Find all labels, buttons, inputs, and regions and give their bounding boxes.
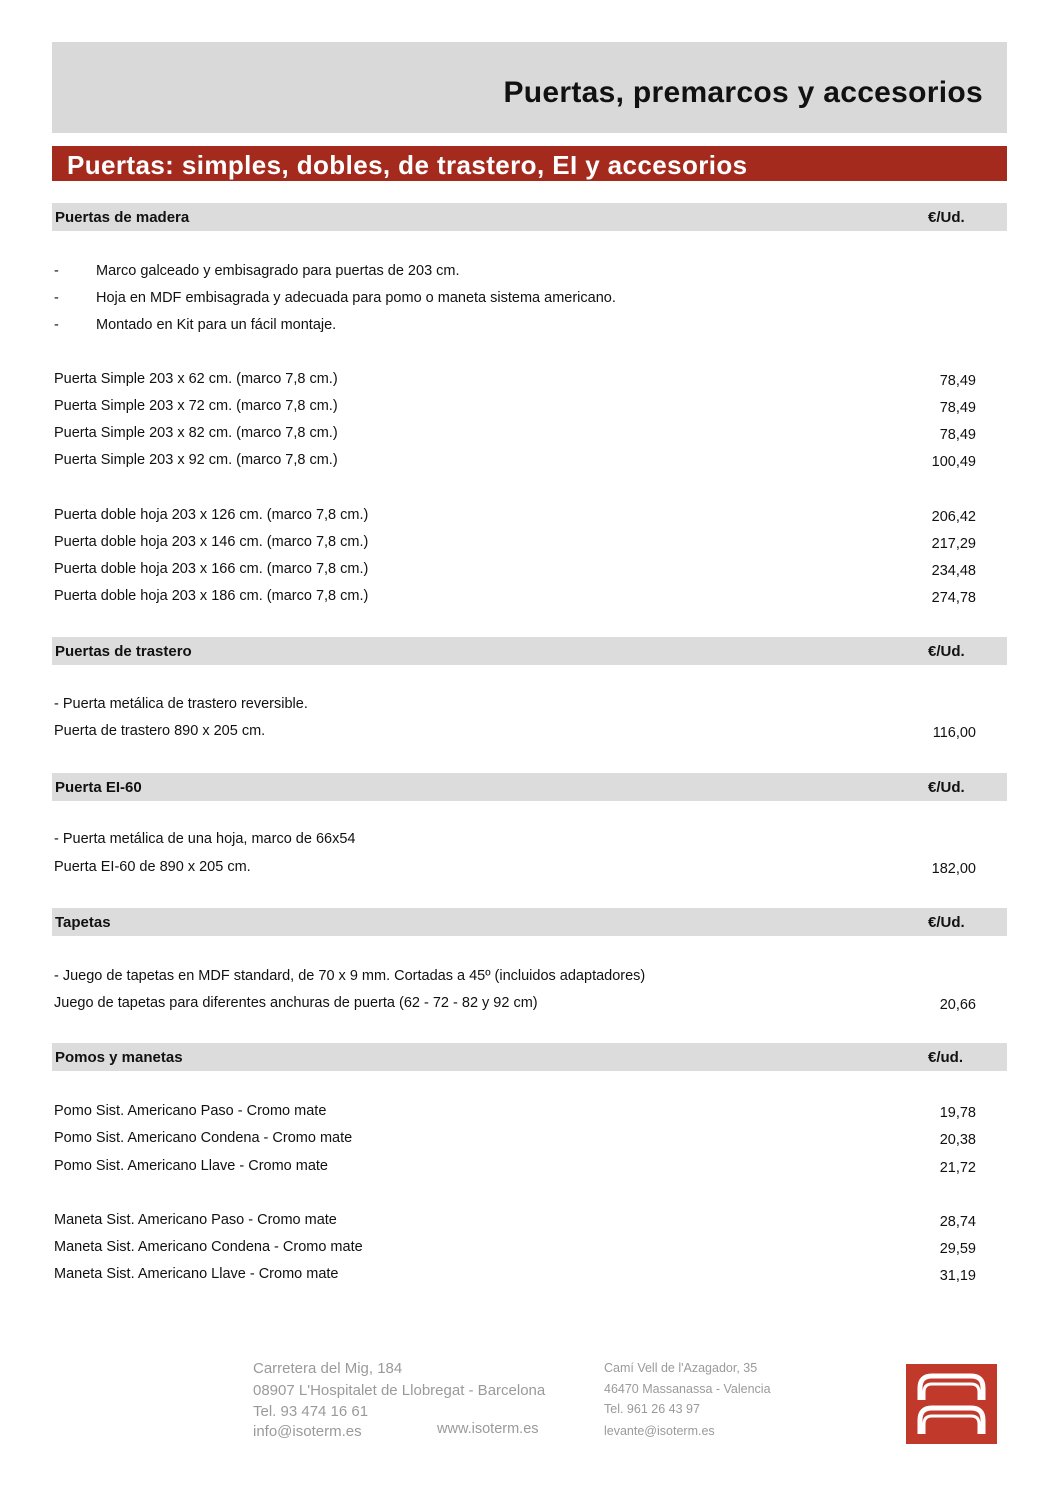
footer-address-line: 08907 L'Hospitalet de Llobregat - Barcelona [253, 1382, 546, 1399]
isoterm-logo-icon [906, 1364, 997, 1444]
footer-website-link[interactable]: www.isoterm.es [437, 1421, 539, 1437]
product-name: Juego de tapetas para diferentes anchuras de puerta (62 - 72 - 82 y 92 cm) [54, 995, 538, 1011]
product-name: Pomo Sist. Americano Llave - Cromo mate [54, 1158, 328, 1174]
price-row [54, 1103, 976, 1123]
category-band [52, 146, 1007, 181]
footer-phone: Tel. 961 26 43 97 [604, 1402, 700, 1416]
section-note: - Juego de tapetas en MDF standard, de 70 x 9 mm. Cortadas a 45º (incluidos adaptadores) [54, 968, 646, 984]
product-price: 116,00 [932, 725, 976, 741]
product-price: 28,74 [939, 1214, 976, 1230]
unit-label: €/Ud. [928, 914, 965, 931]
price-row [54, 1130, 976, 1150]
page-title: Puertas, premarcos y accesorios [503, 76, 983, 109]
product-name: Maneta Sist. Americano Paso - Cromo mate [54, 1212, 337, 1228]
price-row [54, 588, 976, 608]
bullet-dash: - [54, 290, 59, 306]
product-price: 234,48 [931, 563, 976, 579]
product-price: 21,72 [939, 1160, 976, 1176]
unit-label: €/ud. [928, 1049, 964, 1066]
price-row [54, 561, 976, 581]
category-title: Puertas: simples, dobles, de trastero, EI y accesorios [67, 150, 748, 180]
product-price: 31,19 [939, 1268, 976, 1284]
bullet-dash: - [54, 317, 59, 333]
header-band [52, 42, 1007, 133]
footer-address-line: Camí Vell de l'Azagador, 35 [604, 1361, 758, 1375]
product-name: Pomo Sist. Americano Condena - Cromo mate [54, 1130, 353, 1146]
product-price: 78,49 [939, 427, 976, 443]
price-row [54, 1158, 976, 1178]
price-row [54, 398, 976, 418]
price-row [54, 995, 976, 1015]
feature-item [54, 263, 954, 283]
price-row [54, 1239, 976, 1259]
price-row [54, 371, 976, 391]
product-price: 20,66 [939, 997, 976, 1013]
product-price: 100,49 [931, 454, 976, 470]
product-name: Puerta doble hoja 203 x 126 cm. (marco 7,8 cm.) [54, 507, 369, 523]
product-name: Puerta Simple 203 x 72 cm. (marco 7,8 cm.) [54, 398, 338, 414]
footer-phone: Tel. 93 474 16 61 [253, 1403, 369, 1420]
section-title: Puerta EI-60 [55, 779, 142, 796]
section-title: Pomos y manetas [55, 1049, 183, 1066]
price-row [54, 507, 976, 527]
product-name: Puerta doble hoja 203 x 166 cm. (marco 7,8 cm.) [54, 561, 369, 577]
product-price: 20,38 [939, 1132, 976, 1148]
section-title: Puertas de madera [55, 209, 190, 226]
product-price: 217,29 [931, 536, 976, 552]
product-name: Puerta Simple 203 x 62 cm. (marco 7,8 cm.) [54, 371, 338, 387]
product-name: Puerta doble hoja 203 x 146 cm. (marco 7,8 cm.) [54, 534, 369, 550]
price-row [54, 452, 976, 472]
product-price: 29,59 [939, 1241, 976, 1257]
price-row [54, 1212, 976, 1232]
product-name: Pomo Sist. Americano Paso - Cromo mate [54, 1103, 327, 1119]
section-header-madera [52, 203, 1007, 231]
section-header-pomos [52, 1043, 1007, 1071]
unit-label: €/Ud. [928, 209, 965, 226]
product-name: Puerta de trastero 890 x 205 cm. [54, 723, 266, 739]
feature-item [54, 290, 954, 310]
feature-text: Montado en Kit para un fácil montaje. [96, 317, 337, 333]
footer-address-line: 46470 Massanassa - Valencia [604, 1382, 771, 1396]
section-title: Puertas de trastero [55, 643, 192, 660]
product-name: Puerta EI-60 de 890 x 205 cm. [54, 859, 251, 875]
product-price: 78,49 [939, 373, 976, 389]
product-price: 182,00 [931, 861, 976, 877]
price-row [54, 425, 976, 445]
product-name: Maneta Sist. Americano Condena - Cromo mate [54, 1239, 363, 1255]
footer-email-link[interactable]: levante@isoterm.es [604, 1424, 715, 1438]
product-price: 206,42 [931, 509, 976, 525]
product-name: Puerta Simple 203 x 92 cm. (marco 7,8 cm.) [54, 452, 338, 468]
section-header-trastero [52, 637, 1007, 665]
footer-email-link[interactable]: info@isoterm.es [253, 1423, 362, 1440]
section-header-tapetas [52, 908, 1007, 936]
section-note: - Puerta metálica de trastero reversible. [54, 696, 308, 712]
feature-item [54, 317, 954, 337]
price-row [54, 859, 976, 879]
price-row [54, 1266, 976, 1286]
section-header-ei60 [52, 773, 1007, 801]
price-row [54, 534, 976, 554]
unit-label: €/Ud. [928, 779, 965, 796]
section-note: - Puerta metálica de una hoja, marco de 66x54 [54, 831, 356, 847]
product-price: 274,78 [931, 590, 976, 606]
product-name: Puerta doble hoja 203 x 186 cm. (marco 7,8 cm.) [54, 588, 369, 604]
product-price: 78,49 [939, 400, 976, 416]
product-name: Puerta Simple 203 x 82 cm. (marco 7,8 cm.) [54, 425, 338, 441]
product-name: Maneta Sist. Americano Llave - Cromo mate [54, 1266, 339, 1282]
product-price: 19,78 [939, 1105, 976, 1121]
feature-text: Marco galceado y embisagrado para puertas de 203 cm. [96, 263, 460, 279]
section-title: Tapetas [55, 914, 111, 931]
unit-label: €/Ud. [928, 643, 965, 660]
feature-text: Hoja en MDF embisagrada y adecuada para pomo o maneta sistema americano. [96, 290, 616, 306]
price-row [54, 723, 976, 743]
footer-address-line: Carretera del Mig, 184 [253, 1360, 403, 1377]
bullet-dash: - [54, 263, 59, 279]
